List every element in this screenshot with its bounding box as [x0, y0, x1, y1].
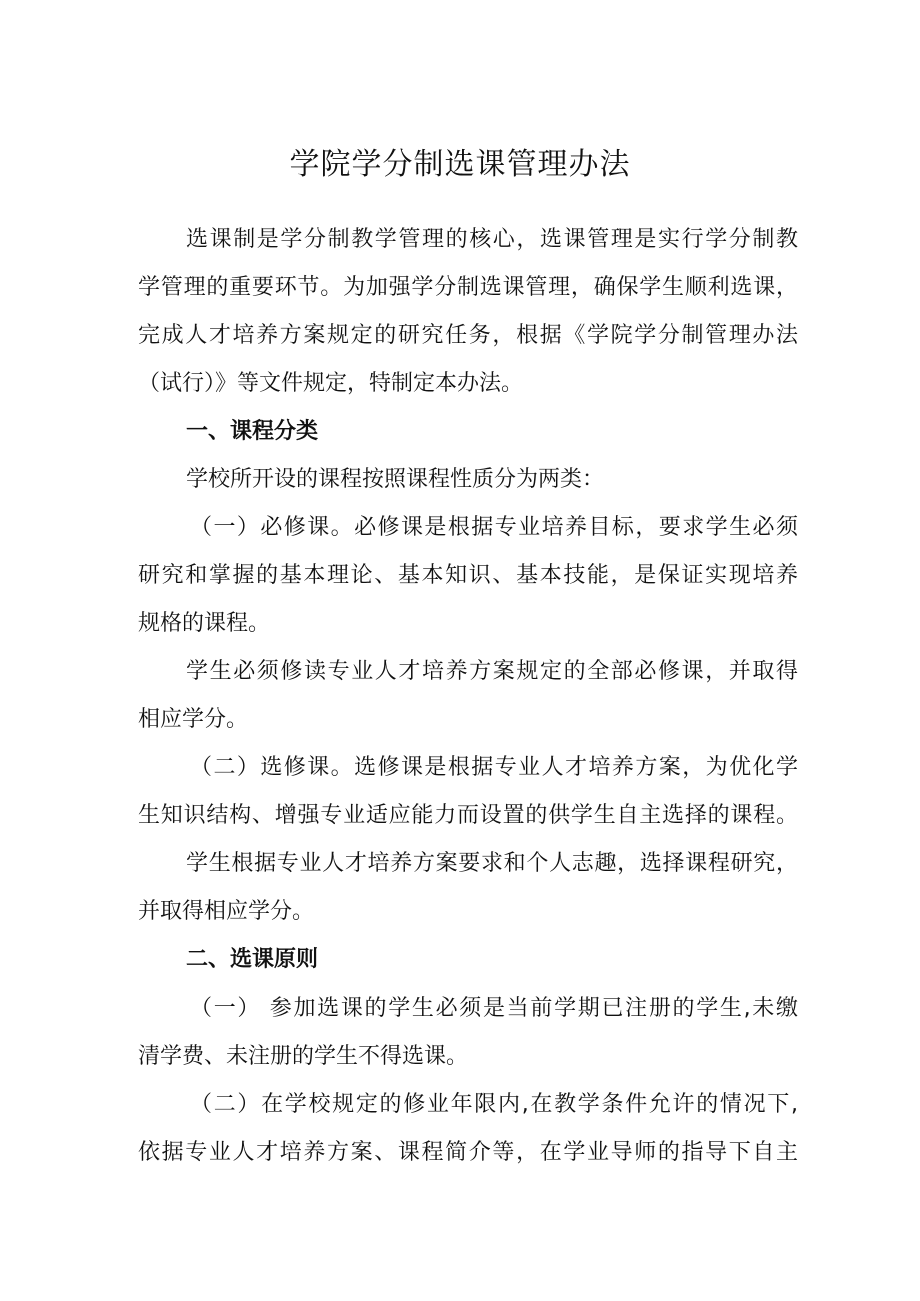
paragraph-line: 清学费、未注册的学生不得选课。 — [138, 1044, 469, 1069]
paragraph-line: 规格的课程。 — [138, 611, 271, 636]
paragraph-line: （二）选修课。选修课是根据专业人才培养方案，为优化学 — [190, 755, 798, 780]
paragraph-line: 学管理的重要环节。为加强学分制选课管理，确保学生顺利选课， — [138, 275, 798, 300]
paragraph-line: （试行）》等文件规定，特制定本办法。 — [138, 371, 524, 396]
paragraph-line: （一）必修课。必修课是根据专业培养目标，要求学生必须 — [190, 515, 798, 540]
paragraph-line: 完成人才培养方案规定的研究任务，根据《学院学分制管理办法 — [138, 323, 798, 348]
paragraph-line: 相应学分。 — [138, 707, 249, 732]
paragraph-line: 依据专业人才培养方案、课程简介等，在学业导师的指导下自主 — [138, 1140, 798, 1165]
paragraph-line: 学校所开设的课程按照课程性质分为两类： — [186, 467, 605, 492]
paragraph-line: 生知识结构、增强专业适应能力而设置的供学生自主选择的课程。 — [138, 803, 798, 828]
document-title: 学院学分制选课管理办法 — [289, 147, 631, 182]
paragraph-line: 学生必须修读专业人才培养方案规定的全部必修课，并取得 — [186, 659, 798, 684]
paragraph-line: （一） 参加选课的学生必须是当前学期已注册的学生,未缴 — [190, 996, 798, 1021]
section-heading: 二、选课原则 — [186, 947, 319, 972]
section-heading: 一、课程分类 — [186, 419, 319, 444]
paragraph-line: 研究和掌握的基本理论、基本知识、基本技能，是保证实现培养 — [138, 563, 798, 588]
paragraph-line: （二）在学校规定的修业年限内,在教学条件允许的情况下, — [190, 1092, 798, 1117]
paragraph-line: 选课制是学分制教学管理的核心，选课管理是实行学分制教 — [186, 227, 798, 252]
paragraph-line: 并取得相应学分。 — [138, 899, 315, 924]
paragraph-line: 学生根据专业人才培养方案要求和个人志趣，选择课程研究， — [186, 851, 798, 876]
